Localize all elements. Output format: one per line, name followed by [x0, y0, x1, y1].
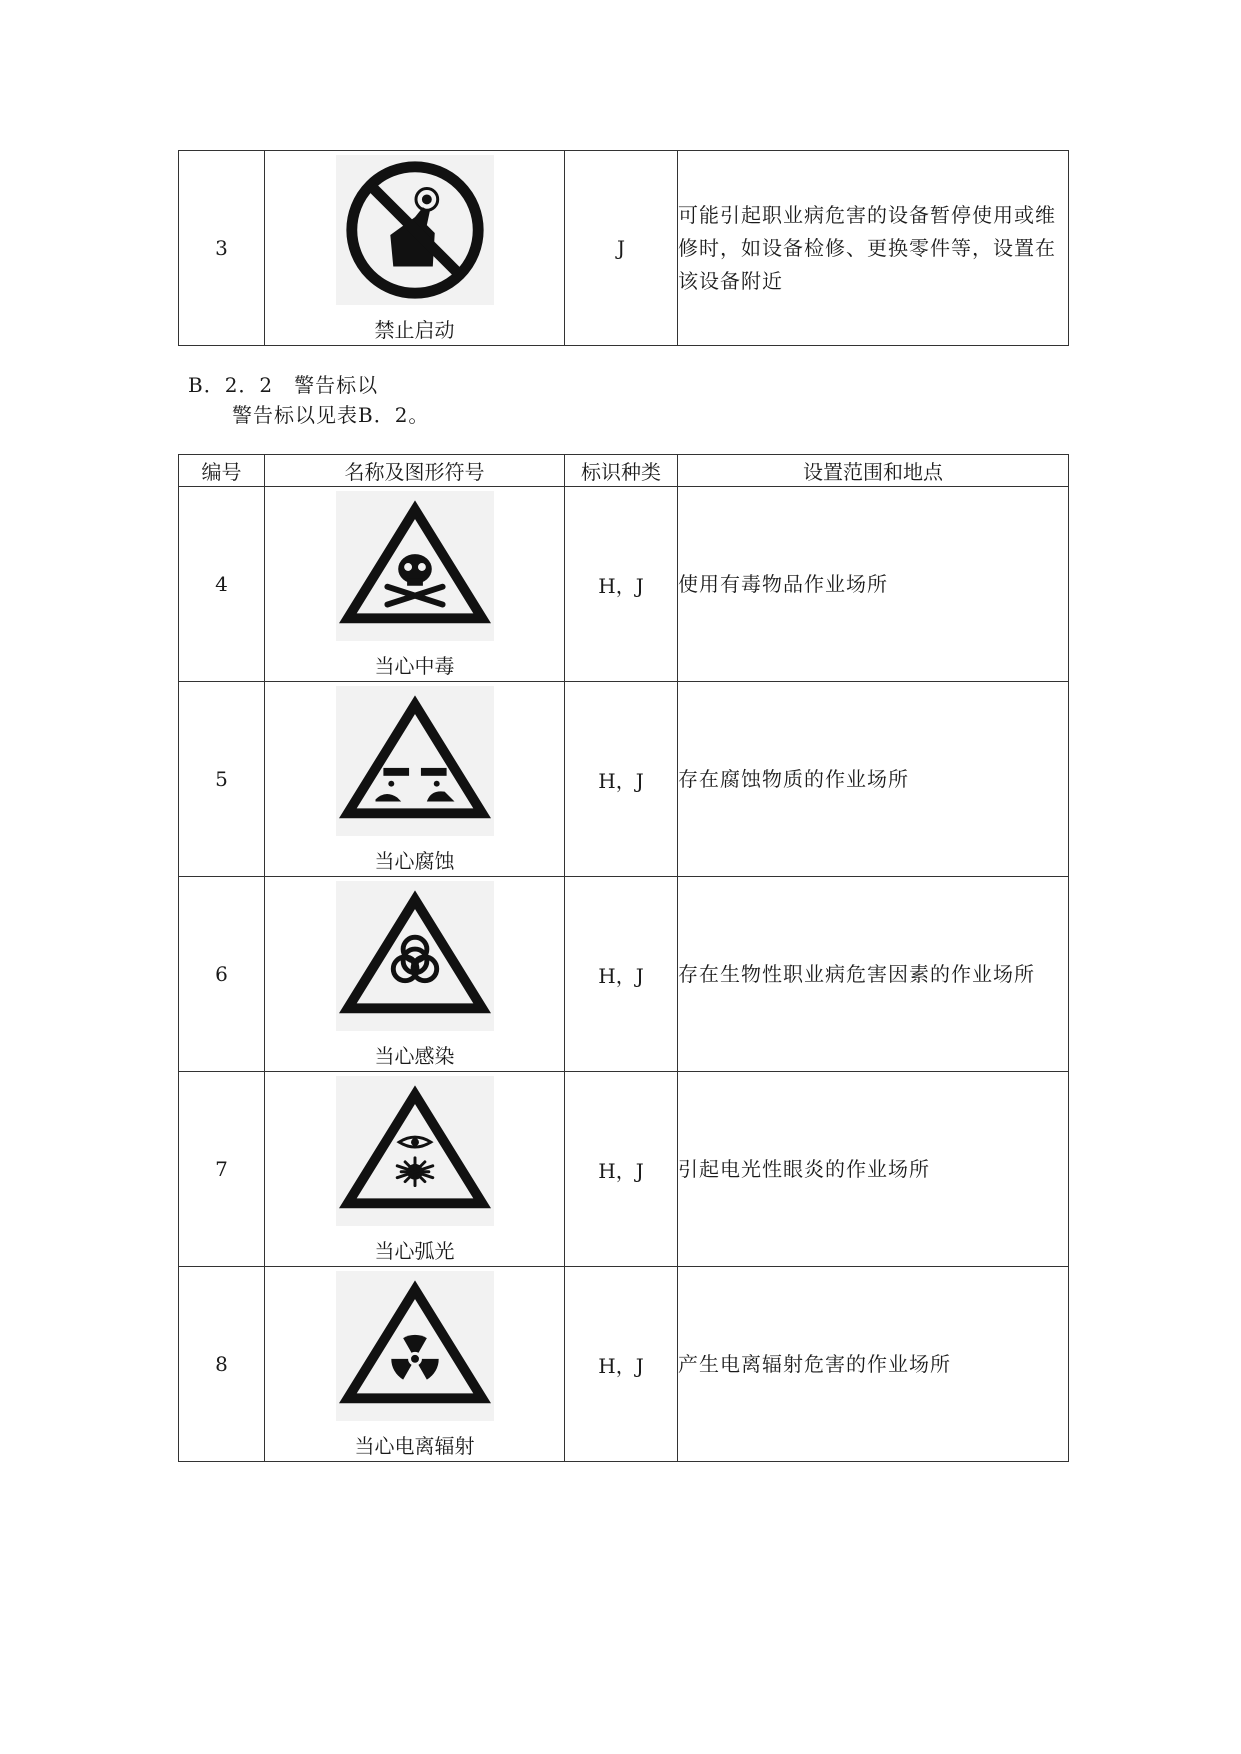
sign-type: J — [565, 151, 678, 346]
sign-place: 可能引起职业病危害的设备暂停使用或维修时，如设备检修、更换零件等，设置在该设备附近 — [678, 151, 1069, 346]
radiation-icon — [336, 1271, 494, 1421]
table-row — [179, 1267, 1069, 1462]
sign-cell — [265, 1267, 565, 1462]
sign-place: 使用有毒物品作业场所 — [678, 487, 1069, 682]
prohibition-sign-table — [178, 150, 1069, 346]
table-row — [179, 877, 1069, 1072]
sign-number: 3 — [179, 151, 265, 346]
header-place: 设置范围和地点 — [678, 455, 1069, 487]
sign-number: 5 — [179, 682, 265, 877]
sign-number: 6 — [179, 877, 265, 1072]
biohazard-icon — [336, 881, 494, 1031]
sign-number: 4 — [179, 487, 265, 682]
sign-place: 存在腐蚀物质的作业场所 — [678, 682, 1069, 877]
sign-cell — [265, 877, 565, 1072]
table-header-row — [179, 455, 1069, 487]
sign-cell — [265, 1072, 565, 1267]
table-row — [179, 682, 1069, 877]
corrosion-icon — [336, 686, 494, 836]
table-row — [179, 1072, 1069, 1267]
poison-skull-icon — [336, 491, 494, 641]
sign-type: H，J — [565, 1267, 678, 1462]
sign-place: 存在生物性职业病危害因素的作业场所 — [678, 877, 1069, 1072]
sign-label: 当心腐蚀 — [374, 849, 455, 873]
sign-label: 当心电离辐射 — [354, 1434, 475, 1458]
no-start-icon — [336, 155, 494, 305]
warning-sign-table — [178, 454, 1069, 1462]
sign-cell — [265, 682, 565, 877]
sign-label: 当心感染 — [374, 1044, 455, 1068]
sign-place: 产生电离辐射危害的作业场所 — [678, 1267, 1069, 1462]
sign-number: 7 — [179, 1072, 265, 1267]
sign-type: H，J — [565, 487, 678, 682]
sign-label: 当心中毒 — [374, 654, 455, 678]
header-number: 编号 — [179, 455, 265, 487]
section-heading: B．2．2 警告标以 — [188, 373, 379, 397]
arc-light-eye-icon — [336, 1076, 494, 1226]
section-body: 警告标以见表B．2。 — [232, 403, 430, 427]
sign-cell — [265, 151, 565, 346]
sign-cell — [265, 487, 565, 682]
table-row — [179, 487, 1069, 682]
header-type: 标识种类 — [565, 455, 678, 487]
table-row — [179, 151, 1069, 346]
sign-label: 当心弧光 — [374, 1239, 455, 1263]
sign-label: 禁止启动 — [374, 318, 455, 342]
sign-type: H，J — [565, 877, 678, 1072]
sign-place: 引起电光性眼炎的作业场所 — [678, 1072, 1069, 1267]
sign-number: 8 — [179, 1267, 265, 1462]
header-sign: 名称及图形符号 — [265, 455, 565, 487]
sign-type: H，J — [565, 682, 678, 877]
sign-type: H，J — [565, 1072, 678, 1267]
